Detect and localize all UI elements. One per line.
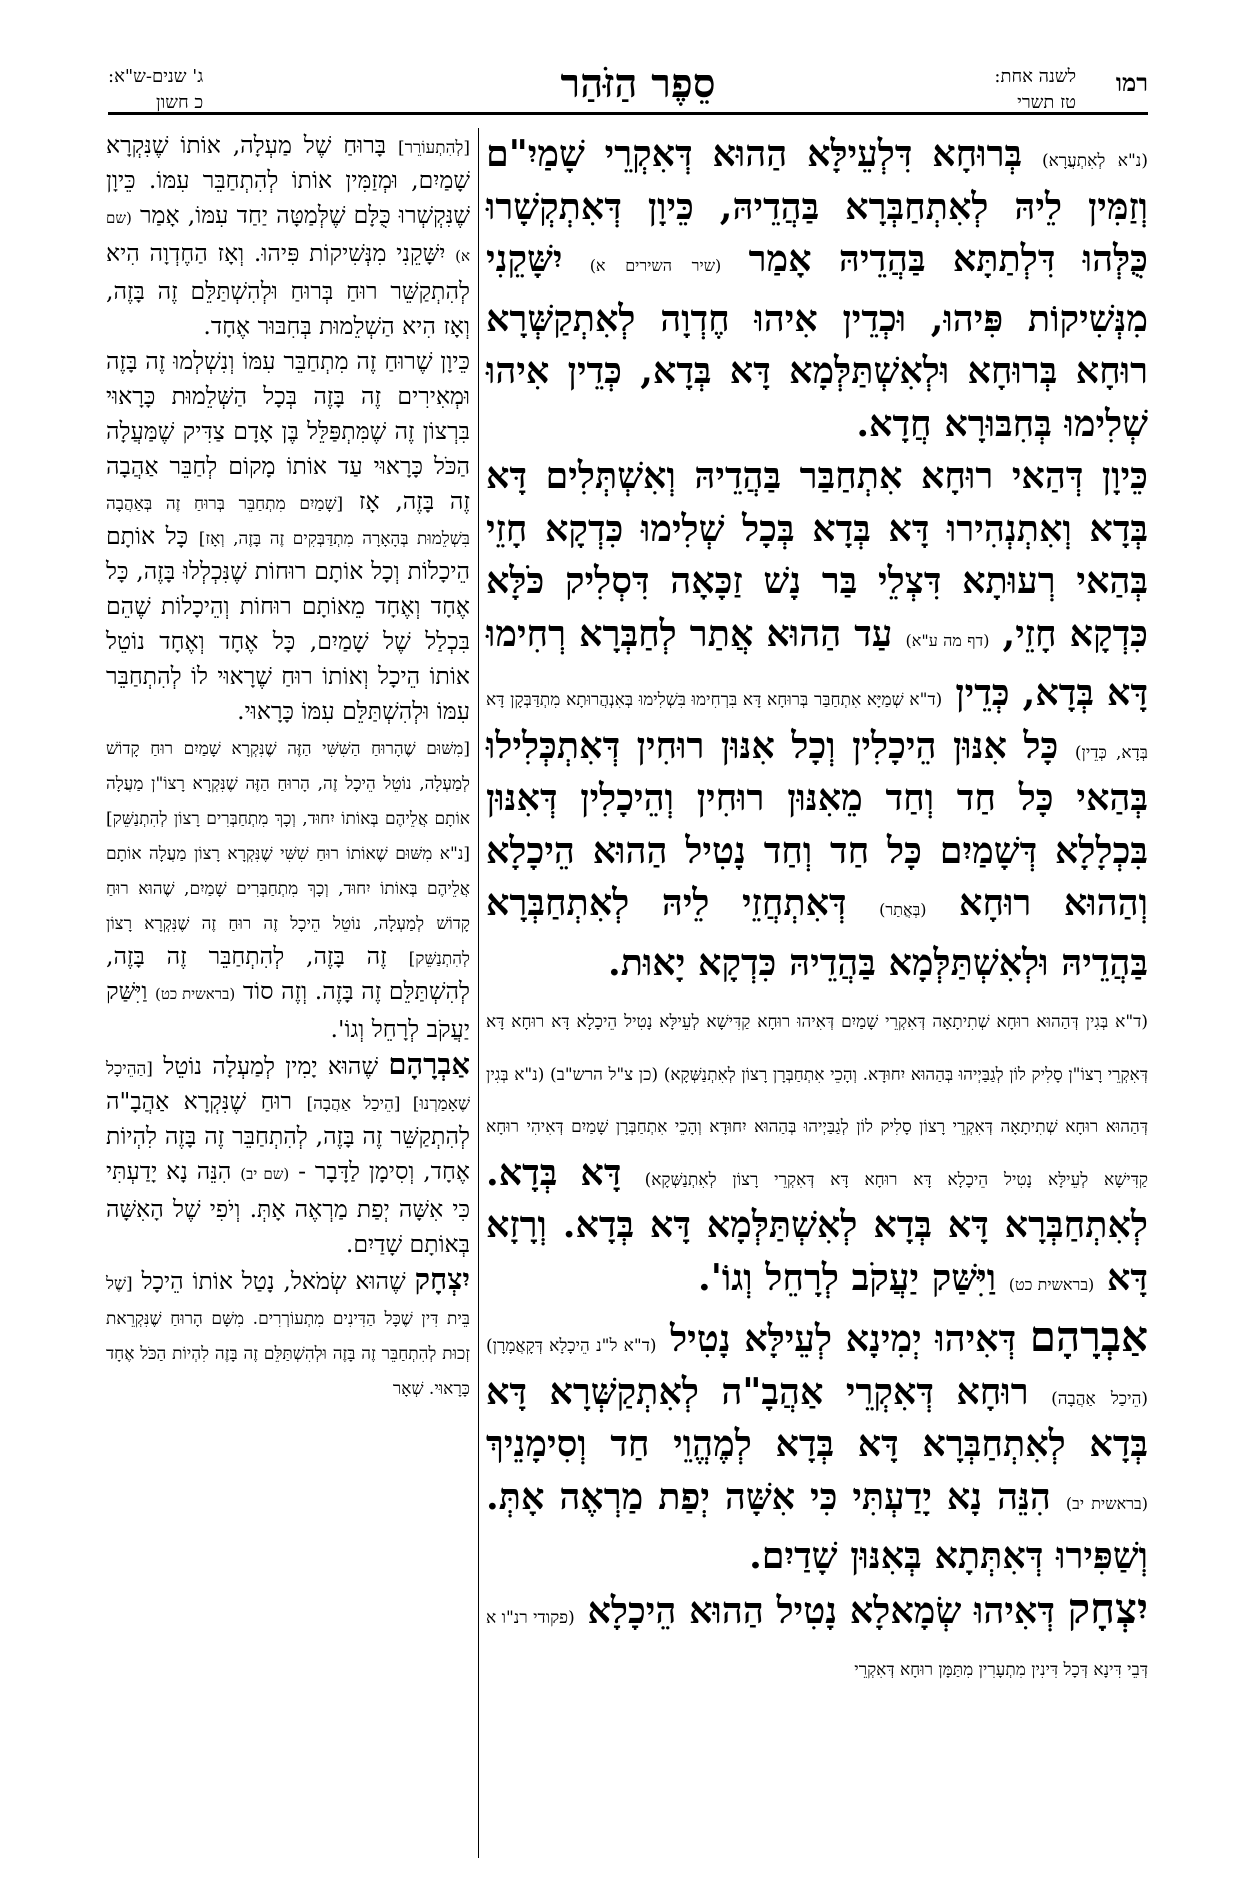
text: רוּחַ שֶׁנִּקְרָא אַהֲבָ"ה לְהִתְקַשֵּׁר זֶה בָּזֶה, לְהִתְחַבֵּר זֶה בָּזֶה לִהְיוֹת אֶחָד, וְסִימָן לַדָּבָר - [106, 1087, 470, 1185]
paragraph [486, 128, 1148, 450]
lead-word: אַבְרָהָם [388, 1047, 470, 1081]
schedule-date: טז תשרי [1017, 92, 1076, 113]
variant-note: [שֶׁל בֵּית דִּין שֶׁכָּל הַדִּינִים מִתְעוֹרְרִים. מִשָּׁם הָרוּחַ שֶׁנִּקְרֵאת זְכוּת לְהִתְחַבֵּר זֶה בָּזֶה וּלְהִשְׁתַּלֵּם זֶה בָּזֶה לִהְיוֹת הַכֹּל אֶחָד כָּרָאוּי. שְׁאָר [106, 1274, 470, 1399]
paragraph [106, 1262, 470, 1404]
text: וַיִּשַּׁק יַעֲקֹב לְרָחֵל וְגוֹ'. [698, 1255, 997, 1299]
paragraph [106, 128, 470, 344]
header-rule [108, 112, 1148, 115]
variant-note: [לְהִתְעוֹרֵר] [397, 138, 470, 158]
book-title: סֵפֶר הַזֹּהַר [560, 60, 716, 107]
text: וַיִּשַּׁק יַעֲקֹב לְרָחֵל וְגוֹ'. [106, 977, 470, 1043]
hebrew-translation-column [106, 128, 470, 1404]
text: כָּל אִנּוּן הֵיכָלִין וְכָל אִנּוּן רוּחִין דְּאִתְכְּלִילוּ בְּהַאי כָּל חַד וְחַד מֵאִנּוּן רוּחִין וְהֵיכָלִין דְּאִנּוּן בִּכְלָלָא דְּשָׁמַיִם כָּל חַד וְחַד נָטִיל הַהוּא הֵיכָלָא וְהַהוּא רוּחָא [486, 723, 1148, 924]
text: דְּאִיהוּ שְׂמָאלָא נָטִיל הַהוּא הֵיכָלָא [587, 1588, 1055, 1632]
folio-reference: (דף מה ע"א) [905, 630, 990, 650]
verse-reference: (בראשית כט) [1008, 1274, 1095, 1294]
verse-reference: (בראשית כט) [154, 985, 236, 1003]
paragraph [486, 1311, 1148, 1583]
variant-note: [מִשּׁוּם שֶׁהָרוּחַ הַשִּׁשִּׁי הַזֶּה שֶׁנִּקְרָא שָׁמַיִם רוּחַ קָדוֹשׁ לְמַעְלָה, נוֹטֵל הֵיכָל זֶה, הָרוּחַ הַזֶּה שֶׁנִּקְרָא רָצוֹ"ן מַעֲלָה אוֹתָם אֲלֵיהֶם בְּאוֹתוֹ יִחוּד, וְכָךְ מִתְחַבְּרִים רָצוֹן לְהִתְנַשֵּׁק] [נ"א מִשּׁוּם שֶׁאוֹתוֹ רוּחַ שִׁשִּׁי שֶׁנִּקְרָא רָצוֹן מַעֲלָה אוֹתָם אֲלֵיהֶם בְּאוֹתוֹ יִחוּד, וְכָךְ מִתְחַבְּרִים שָׁמַיִם, שֶׁהוּא רוּחַ קָדוֹשׁ לְמַעְלָה, נוֹטֵל הֵיכָל זֶה רוּחַ זֶה שֶׁנִּקְרָא רָצוֹן לְהִתְנַשֵּׁק] [106, 739, 470, 969]
text: שֶׁהוּא שְׂמֹאל, נָטַל אוֹתוֹ הֵיכָל [141, 1267, 406, 1295]
text: יִשָּׁקֵנִי מִנְּשִׁיקוֹת פִּיהוּ. וְאָז הַחֶדְוָה הִיא לְהִתְקַשֵּׁר רוּחַ בְּרוּחַ וּלְהִשְׁתַּלֵּם זֶה בָּזֶה, וְאָז הִיא הַשְׁלֵמוּת בְּחִבּוּר אֶחָד. [106, 239, 470, 340]
schedule-date: כ חשון [156, 92, 204, 113]
schedule-label: ג' שנים-ש"א: [108, 66, 204, 87]
variant-note: (ד"א ל"נ הֵיכָלָא דְּקָאֲמָרָן) (הֵיכַל אַהֲבָה) [486, 1336, 1148, 1409]
text: כָּל אוֹתָם הֵיכָלוֹת וְכָל אוֹתָם רוּחוֹת שֶׁנִּכְלְלוּ בָּזֶה, כָּל אֶחָד וְאֶחָד מֵאוֹתָם רוּחוֹת וְהֵיכָלוֹת שֶׁהֵם בִּכְלַל שֶׁל שָׁמַיִם, כָּל אֶחָד וְאֶחָד נוֹטֵל אוֹתוֹ הֵיכָל וְאוֹתוֹ רוּחַ שֶׁרָאוּי לוֹ לְהִתְחַבֵּר עִמּוֹ וּלְהִשְׁתַּלֵּם עִמּוֹ כָּרָאוּי. [106, 522, 470, 725]
variant-note: (בְּאֲתַר) [879, 900, 927, 919]
verse-reference: (שיר השירים א) [589, 256, 722, 275]
text: בְּרוּחָא דִּלְעֵילָּא הַהוּא דְּאִקְרֵי שָׁמַיִ"ם וְזַמִּין לֵיהּ לְאִתְחַבְּרָא בַּהֲדֵיהּ, כֵּיוָן דְּאִתְקְשָׁרוּ כֻּלְּהוּ דִּלְתַתָּא בַּהֲדֵיהּ אָמַר [486, 132, 1148, 280]
paragraph [486, 989, 1148, 1311]
page-number: רמו [1115, 68, 1148, 97]
text: כֵּיוָן דְּהַאי רוּחָא אִתְחַבַּר בַּהֲדֵיהּ וְאִשְׁתְּלִים דָּא בְּדָא וְאִתְנְהִירוּ דָּא בְּדָא בְּכָל שְׁלִימוּ כִּדְקָא חָזֵי בְּהַאי רְעוּתָא דִּצְלֵי בַּר נָשׁ זַכָּאָה דִּסְלִיק כֹּלָּא כִּדְקָא חָזֵי, [486, 454, 1148, 655]
verse-reference: (בראשית יב) [1065, 1493, 1148, 1513]
text: רוּחָא דְּאִקְרֵי אַהֲבָ"ה לְאִתְקַשְּׁרָא דָּא בְּדָא לְאִתְחַבְּרָא דָּא בְּדָא לְמֶהֱוֵי חַד וְסִימָנֵיךְ [486, 1369, 1148, 1465]
variant-note: (ד"א בְּגִין דְּהַהוּא רוּחָא שְׁתִיתָאָה דְּאִקְרֵי שָׁמַיִם דְּאִיהוּ רוּחָא קַדִּישָׁא לְעֵילָּא נָטִיל הֵיכָלָא דָּא רוּחָא דָּא דְּאִקְרֵי רָצוֹ"ן סָלִיק לוֹן לְגַבַּיְיהוּ בְּהַהוּא יִחוּדָא. וְהָכֵי אִתְחַבְּרָן רָצוֹן לְאִתְנַשְּׁקָא) (כן צ"ל הרש"ב) (נ"א בְּגִין דְּהַהוּא רוּחָא שְׁתִיתָאָה דְּאִקְרֵי רָצוֹן סָלִיק לוֹן לְגַבַּיְיהוּ בְּהַהוּא יִחוּדָא וְהָכֵי אִתְחַבְּרָן שָׁמַיִם דְּאִיהִי רוּחָא קַדִּישָׁא לְעֵילָּא נָטִיל הֵיכָלָא דָּא רוּחָא דָּא דְּאִקְרֵי רָצוֹן לְאִתְנַשְּׁקָא) [486, 1012, 1148, 1190]
verse-reference: (שם יב) [240, 1165, 290, 1183]
text: הִנֵּה נָא יָדַעְתִּי כִּי אִשָּׁה יְפַת מַרְאֶה אָתְּ. וְיֹפִי שֶׁל הָאִשָּׁה בְּאוֹתָם שָׁדַיִם. [106, 1157, 470, 1258]
text: דְּאִיהוּ יְמִינָא לְעֵילָּא נָטִיל [670, 1317, 1017, 1360]
text: הִנֵּה נָא יָדַעְתִּי כִּי אִשָּׁה יְפַת מַרְאֶה אָתְּ. וְשַׁפִּירוּ דְּאִתְּתָא בְּאִנּוּן שָׁדַיִם. [486, 1474, 1148, 1577]
verse-reference: (שם א) [106, 209, 470, 265]
lead-word: יִצְחָק [414, 1262, 470, 1296]
schedule-label: לשנה אחת: [994, 66, 1076, 87]
text: יִשָּׁקֵנִי מִנְּשִׁיקוֹת פִּיהוּ, וּכְדֵין אִיהוּ חֶדְוָה לְאִתְקַשְּׁרָא רוּחָא בְּרוּחָא וּלְאִשְׁתַּלְּמָא דָּא בְּדָא, כְּדֵין אִיהוּ שְׁלִימוּ בְּחִבּוּרָא חֲדָא. [486, 237, 1148, 445]
variant-note: [שָׁמַיִם מִתְחַבֵּר בְּרוּחַ זֶה בְּאַהֲבָה בִּשְׁלֵמוּת בְּהָאָרָה מִתְדַּבְּקִים זֶה בָּזֶה, וְאָז] [106, 494, 470, 549]
text: שֶׁהוּא יָמִין לְמַעְלָה נוֹטֵל [163, 1052, 379, 1080]
text: דְּאִתְחֲזֵי לֵיהּ לְאִתְחַבְּרָא בַּהֲדֵיהּ וּלְאִשְׁתַּלְּמָא בַּהֲדֵיהּ כִּדְקָא יָאוּת. [486, 881, 1148, 984]
lead-word: אַבְרָהָם [1029, 1312, 1148, 1361]
paragraph [486, 450, 1148, 989]
reading-schedule-one-year [994, 64, 1076, 116]
reading-schedule-three-years [108, 64, 203, 116]
paragraph [106, 729, 470, 1047]
paragraph [486, 1583, 1148, 1690]
variant-note: (נ"א לְאִתְעֲרָא) [1041, 151, 1148, 171]
paragraph [106, 344, 470, 729]
variant-note: (ד"א שְׁמַיָּא אִתְחַבַּר בְּרוּחָא דָּא בִּרְחִימוּ בִּשְׁלִימוּ בְּאִנְהֲרוּתָא מִתְדַּבְּקָן דָּא בְּדָא, כְּדֵין) [486, 690, 1148, 763]
lead-word: יִצְחָק [1067, 1583, 1148, 1633]
aramaic-text-column [486, 128, 1148, 1690]
column-divider [478, 128, 479, 1858]
text: דָּא בְּדָא. לְאִתְחַבְּרָא דָּא בְּדָא לְאִשְׁתַּלְּמָא דָּא בְּדָא. וְרָזָא דָּא [486, 1150, 1148, 1299]
variant-note: (פקודי רנ"ו א דְּבֵי דִּינָא דְּכָל דִּינִין מִתְעָרִין מִתַּמָּן רוּחָא דְּאִקְרֵי [486, 1607, 1148, 1680]
text: כֵּיוָן שֶׁרוּחַ זֶה מִתְחַבֵּר עִמּוֹ וְנִשְׁלְמוּ זֶה בָּזֶה וּמְאִירִים זֶה בָּזֶה בְּכָל הַשְּׁלֵמוּת כָּרָאוּי בִּרְצוֹן זֶה שֶׁמִּתְפַּלֵּל בֶּן אָדָם צַדִּיק שֶׁמַּעֲלָה הַכֹּל כָּרָאוּי עַד אוֹתוֹ מָקוֹם לְחַבֵּר אַהֲבָה זֶה בָּזֶה, אָז [106, 347, 470, 515]
text: עַד הַהוּא אֲתַר לְחַבְּרָא רְחִימוּ דָּא בְּדָא, כְּדֵין [486, 611, 1148, 714]
text: זֶה בָּזֶה, לְהִתְחַבֵּר זֶה בָּזֶה, לְהִשְׁתַּלֵּם זֶה בָּזֶה. וְזֶה סוֹד [106, 942, 470, 1005]
text: בָּרוּחַ שֶׁל מַעְלָה, אוֹתוֹ שֶׁנִּקְרָא שָׁמַיִם, וּמְזַמִּין אוֹתוֹ לְהִתְחַבֵּר עִמּוֹ. כֵּיוָן שֶׁנִּקְשְׁרוּ כֻּלָּם שֶׁלְּמַטָּה יַחַד עִמּוֹ, אָמַר [106, 131, 470, 229]
variant-note: [הַהֵיכָל שֶׁאָמַרְנוּ] [הֵיכַל אַהֲבָה] [106, 1059, 470, 1114]
paragraph [106, 1047, 470, 1262]
